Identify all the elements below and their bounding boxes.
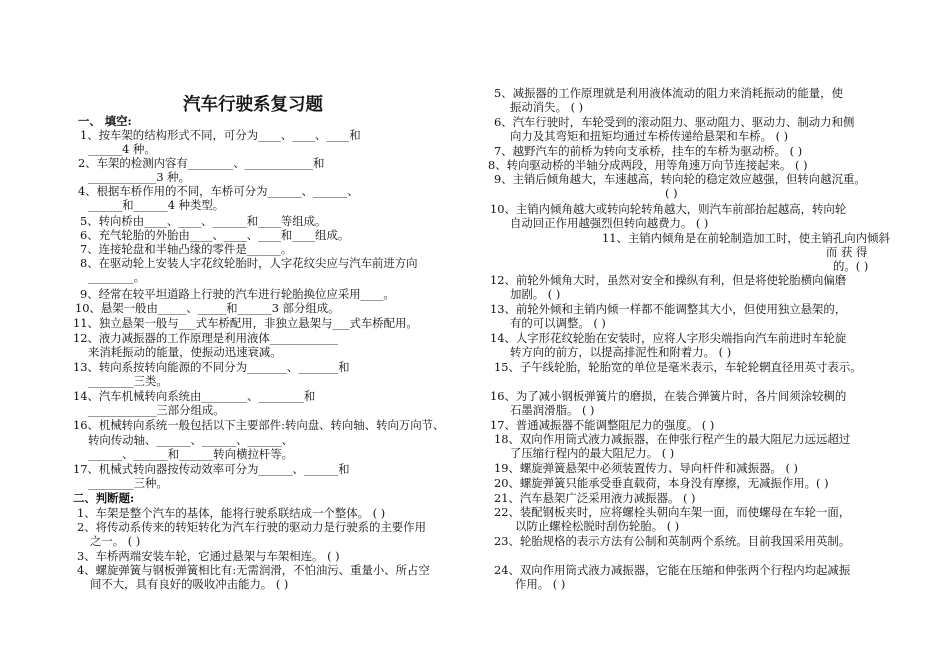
question-line: ______4 种。 xyxy=(88,142,156,156)
question-line: 4、螺旋弹簧与钢板弹簧相比有:无需润滑，不怕油污、重量小、所占空 xyxy=(77,563,430,577)
question-line: 10、悬架一般由_____、_____和______3 部分组成。 xyxy=(75,301,340,315)
question-line: ________三种。 xyxy=(88,476,168,490)
section-heading: 一、 填空: xyxy=(78,114,132,128)
question-line: 5、减振器的工作原理就是利用液体流动的阻力来消耗振动的能量，使 xyxy=(494,86,843,100)
question-line: 3、车桥两端安装车轮，它通过悬架与车架相连。 ( ) xyxy=(77,549,340,563)
question-line: 2、车架的检测内容有________、____________和 xyxy=(78,156,325,170)
question-line: 1、按车架的结构形式不同，可分为____、____、____和 xyxy=(80,128,361,142)
question-line: 15、子午线轮胎，轮胎宽的单位是毫米表示，车轮轮辋直径用英寸表示。 xyxy=(494,360,862,374)
question-line: 振动消失。 ( ) xyxy=(510,100,584,114)
question-line: 8、在驱动轮上安装人字花纹轮胎时，人字花纹尖应与汽车前进方向 xyxy=(80,256,418,270)
question-line: 有的可以调整。 ( ) xyxy=(510,316,606,330)
question-line: 14、汽车机械转向系统由________、________和 xyxy=(73,389,316,403)
question-line: 作用。 ( ) xyxy=(515,577,566,591)
question-line: 6、充气轮胎的外胎由____、____、____和____组成。 xyxy=(80,228,350,242)
question-line: 的。( ) xyxy=(833,259,869,273)
question-line: 20、螺旋弹簧只能承受垂直载荷，本身没有摩擦，无减振作用。( ) xyxy=(494,476,829,490)
question-line: 21、汽车悬架广泛采用液力减振器。 ( ) xyxy=(494,491,696,505)
question-line: 了压缩行程内的最大阻尼力。 ( ) xyxy=(510,446,675,460)
question-line: 4、根据车桥作用的不同，车桥可分为______、______、 xyxy=(78,184,359,198)
question-line: 8、转向驱动桥的半轴分成两段，用等角速万向节连接起来。 ( ) xyxy=(488,158,808,172)
question-line: ____________三部分组成。 xyxy=(88,403,225,417)
question-line: 而 获 得 xyxy=(826,245,868,259)
question-line: 17、机械式转向器按传动效率可分为______、______和 xyxy=(73,462,350,476)
question-line: 2、将传动系传来的转矩转化为汽车行驶的驱动力是行驶系的主要作用 xyxy=(77,520,426,534)
question-line: 16、为了减小钢板弹簧片的磨损，在装合弹簧片时，各片间须涂较稠的 xyxy=(490,389,847,403)
question-line: ______、______和______转向横拉杆等。 xyxy=(88,447,294,461)
question-line: 以防止螺栓松脱时刮伤轮胎。 ( ) xyxy=(515,519,680,533)
question-line: 来消耗振动的能量，使振动迅速衰减。 xyxy=(88,345,282,359)
question-line: 19、螺旋弹簧悬架中必须装置传力、导向杆件和减振器。 ( ) xyxy=(494,461,798,475)
question-line: 12、液力减振器的工作原理是利用液体____________ xyxy=(73,331,339,345)
question-line: 转向传动轴、______、______、______、 xyxy=(88,433,294,447)
question-line: 间不大，具有良好的吸收冲击能力。 ( ) xyxy=(90,577,289,591)
question-line: 石墨润滑脂。 ( ) xyxy=(510,403,595,417)
question-line: 11、独立悬架一般与___式车桥配用，非独立悬架与___式车桥配用。 xyxy=(73,316,418,330)
question-line: 17、普通减振器不能调整阻尼力的强度。 ( ) xyxy=(490,418,715,432)
question-line: 12、前轮外倾角大时，虽然对安全和操纵有利，但是将使轮胎横向偏磨 xyxy=(490,273,847,287)
question-line: ______和______4 种类型。 xyxy=(88,198,225,212)
question-line: 7、越野汽车的前桥为转向支承桥，挂车的车桥为驱动桥。 ( ) xyxy=(494,144,803,158)
section-heading: 二、判断题: xyxy=(73,491,135,505)
question-line: 之一。 ( ) xyxy=(90,534,141,548)
question-line: 自动回正作用越强烈但转向越费力。 ( ) xyxy=(510,216,709,230)
question-line: ( ) xyxy=(665,186,678,200)
question-line: 10、主销内倾角越大或转向轮转角越大，则汽车前部抬起越高，转向轮 xyxy=(490,202,847,216)
question-line: 6、汽车行驶时，车轮受到的滚动阻力、驱动阻力、驱动力、制动力和侧 xyxy=(494,115,855,129)
question-line: 13、前轮外倾和主销内倾一样都不能调整其大小，但使用独立悬架的， xyxy=(490,302,847,316)
question-line: ________三类。 xyxy=(88,374,168,388)
page-title: 汽车行驶系复习题 xyxy=(183,95,323,115)
question-line: 18、双向作用筒式液力减振器，在伸张行程产生的最大阻尼力远远超过 xyxy=(494,432,851,446)
question-line: 5、转向桥由____、____、______和____等组成。 xyxy=(80,214,327,228)
question-line: 9、经常在较平坦道路上行驶的汽车进行轮胎换位应采用____。 xyxy=(80,287,395,301)
question-line: 加剧。 ( ) xyxy=(510,287,561,301)
question-line: 13、转向系按转向能源的不同分为_______、_______和 xyxy=(73,360,350,374)
question-line: ____________3 种。 xyxy=(88,170,190,184)
question-line: 22、装配钢板夹时，应将螺栓头朝向车架一面，而使螺母在车轮一面， xyxy=(494,505,851,519)
question-line: 转方向的前方，以提高排泥性和附着力。 ( ) xyxy=(510,345,732,359)
question-line: 11、主销内倾角是在前轮制造加工时，使主销孔向内倾斜 xyxy=(602,231,890,245)
question-line: 24、双向作用筒式液力减振器，它能在压缩和伸张两个行程内均起减振 xyxy=(494,563,851,577)
question-line: 1、车架是整个汽车的基体，能将行驶系联结成一个整体。 ( ) xyxy=(77,506,386,520)
question-line: 14、人字形花纹轮胎在安装时，应将人字形尖端指向汽车前进时车轮旋 xyxy=(490,331,847,345)
question-line: 23、轮胎规格的表示方法有公制和英制两个系统。目前我国采用英制。 xyxy=(494,534,851,548)
question-line: 16、机械转向系统一般包括以下主要部件:转向盘、转向轴、转向万向节、 xyxy=(73,418,445,432)
question-line: ________。 xyxy=(88,270,145,284)
question-line: 7、连接轮盘和半轴凸缘的零件是______。 xyxy=(80,242,293,256)
question-line: 向力及其弯矩和扭矩均通过车桥传递给悬架和车桥。 ( ) xyxy=(510,129,789,143)
question-line: 9、主销后倾角越大，车速越高，转向轮的稳定效应越强，但转向越沉重。 xyxy=(494,172,866,186)
